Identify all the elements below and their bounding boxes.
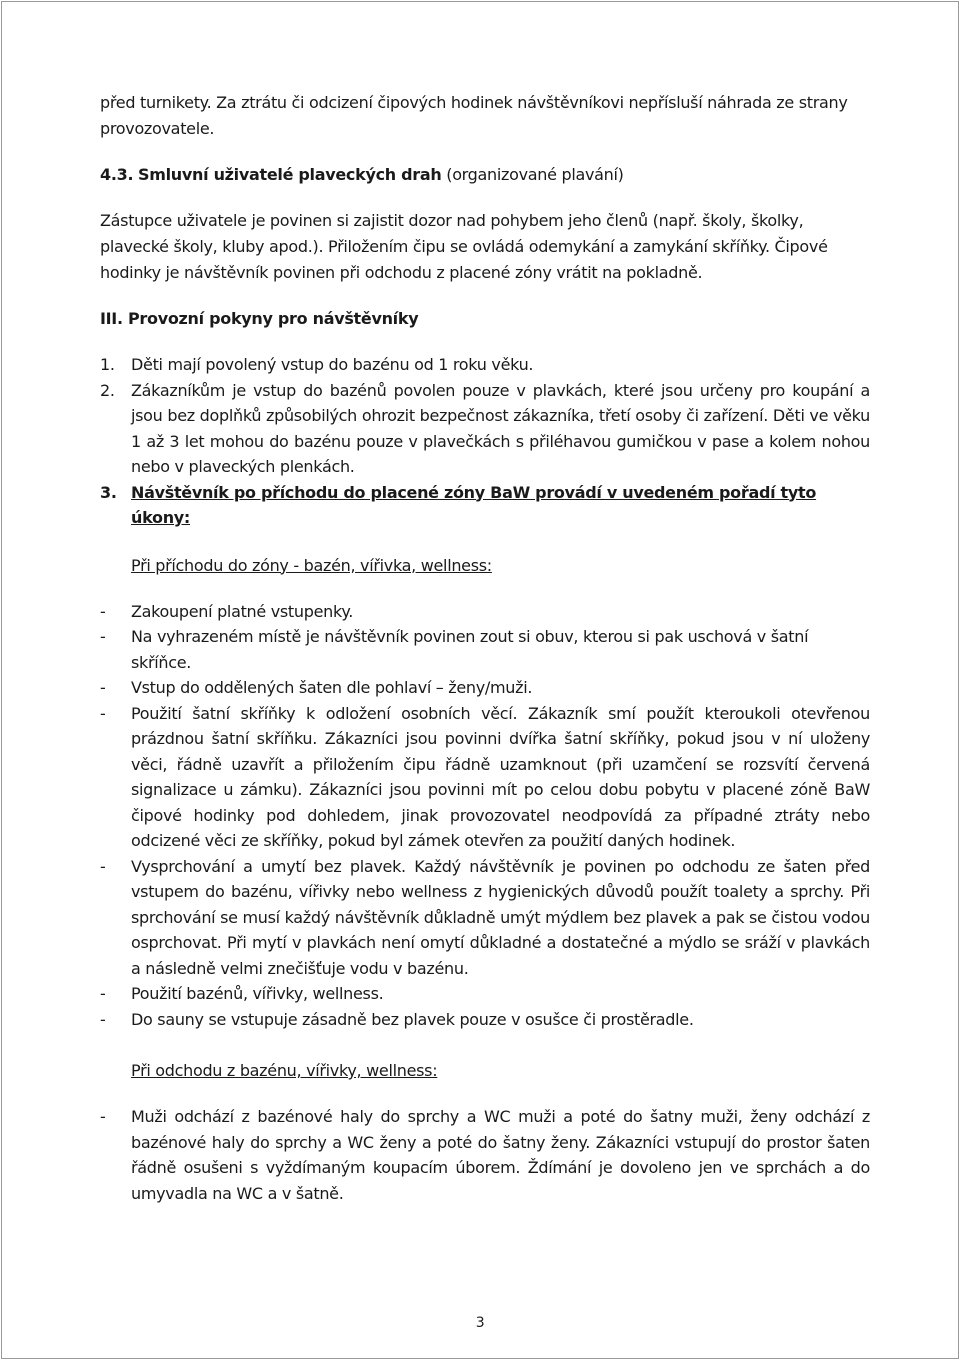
item-text: Zákazníkům je vstup do bazénů povolen pouze v plavkách, které jsou určeny pro koupání a jsou bez doplňků způsobilých ohrozit bezpečnost zákazníka, třetí osoby či zařízení. Děti ve věku 1 až 3 let mohou do bazénu pouze v plavečkách s přiléhavou gumičkou v pase a kolem nohou nebo v plaveckých plenkách. [131, 380, 870, 476]
list-item [100, 701, 870, 854]
section-4-3-heading [100, 162, 870, 188]
item-text: Použití bazénů, vířivky, wellness. [131, 984, 384, 1003]
body-part-a: Zástupce uživatele je povinen si zajistit dozor nad pohybem jeho členů (např. školy, školky, plavecké školy, kluby apod.). [100, 211, 804, 256]
section-subtitle: (organizované plavání) [446, 165, 624, 184]
item-text: Na vyhrazeném místě je návštěvník povinen zout si obuv, kterou si pak uschová v šatní skříňce. [131, 627, 809, 672]
item-text: Vstup do oddělených šaten dle pohlaví – ženy/muži. [131, 678, 533, 697]
intro-paragraph: před turnikety. Za ztrátu či odcizení čipových hodinek návštěvníkovi nepřísluší náhrada ze strany provozovatele. [100, 93, 848, 138]
dash-marker: - [100, 627, 106, 646]
section-title: Smluvní uživatelé plaveckých drah [138, 165, 442, 184]
page-content [100, 90, 870, 1206]
page-number: 3 [475, 1315, 485, 1331]
dash-marker: - [100, 984, 106, 1003]
list-item [100, 378, 870, 480]
arrival-block [100, 553, 870, 579]
list-item [100, 981, 870, 1007]
item-number: 2. [100, 380, 115, 400]
dash-marker: - [100, 856, 106, 876]
item-text: Děti mají povolený vstup do bazénu od 1 roku věku. [131, 355, 534, 374]
list-item [100, 599, 870, 625]
item-text: Do sauny se vstupuje zásadně bez plavek pouze v osušce či prostěradle. [131, 1009, 694, 1029]
list-item [100, 352, 870, 378]
list-item [100, 1007, 870, 1033]
item-number: 1. [100, 355, 115, 374]
dash-marker: - [100, 678, 106, 697]
item-text: Vysprchování a umytí bez plavek. Každý návštěvník je povinen po odchodu ze šaten před vstupem do bazénu, vířivky nebo wellness z hygienických důvodů použít toalety a sprchy. Při sprchování se musí každý návštěvník důkladně umýt mýdlem bez plavek a pak se čistou vodou osprchovat. Při mytí v plavkách není omytí důkladné a dostatečné a mýdlo se sráží v plavkách a následně velmi znečišťuje vodu v bazénu. [131, 856, 870, 978]
chapter-heading: III. Provozní pokyny pro návštěvníky [100, 309, 419, 328]
dash-marker: - [100, 601, 106, 621]
item-text: Použití šatní skříňky k odložení osobních věcí. Zákazník smí použít kteroukoli otevřenou prázdnou šatní skříňku. Zákazníci jsou povinni dvířka šatní skříňky, pokud jsou v ní uloženy věci, řádně uzavřít a přiložením čipu řádně uzamknout (při uzamčení se rozsvítí červená signalizace u zámku). Zákazníci jsou povinni mít po celou dobu pobytu v placené zóně BaW čipové hodinky pod dohledem, jinak provozovatel neodpovídá za případné ztráty nebo odcizené věci ze skříňky, pokud byl zámek otevřen za použití daných hodinek. [131, 703, 870, 850]
list-item [100, 1104, 870, 1206]
dash-marker: - [100, 703, 106, 723]
numbered-list [100, 352, 870, 531]
section-number: 4.3. [100, 165, 134, 184]
list-item [100, 675, 870, 701]
departure-block [100, 1058, 870, 1084]
departure-heading: Při odchodu z bazénu, vířivky, wellness: [131, 1061, 438, 1080]
list-item [100, 854, 870, 982]
list-item [100, 480, 870, 531]
departure-list [100, 1104, 870, 1206]
arrival-heading: Při příchodu do zóny - bazén, vířivka, wellness: [131, 555, 492, 575]
document-page [1, 1, 959, 1359]
dash-marker: - [100, 1107, 106, 1126]
item-text: Zakoupení platné vstupenky. [131, 601, 354, 621]
item-number: 3. [100, 482, 117, 502]
item-text: Návštěvník po příchodu do placené zóny BaW provádí v uvedeném pořadí tyto úkony: [131, 482, 817, 527]
list-item [100, 624, 870, 675]
section-4-3-body [100, 208, 870, 286]
dash-marker: - [100, 1009, 106, 1029]
arrival-list [100, 599, 870, 1033]
body-part-b: Přiložením čipu se ovládá odemykání a zamykání skříňky. Čipové hodinky je návštěvník povinen při odchodu z placené zóny vrátit na pokladně. [100, 237, 828, 282]
item-text: Muži odchází z bazénové haly do sprchy a WC muži a poté do šatny muži, ženy odchází z bazénové haly do sprchy a WC ženy a poté do šatny ženy. Zákazníci vstupují do prostor šaten řádně osušeni s vyždímaným koupacím úborem. Ždímání je dovoleno jen ve sprchách a do umyvadla na WC a v šatně. [131, 1107, 870, 1203]
